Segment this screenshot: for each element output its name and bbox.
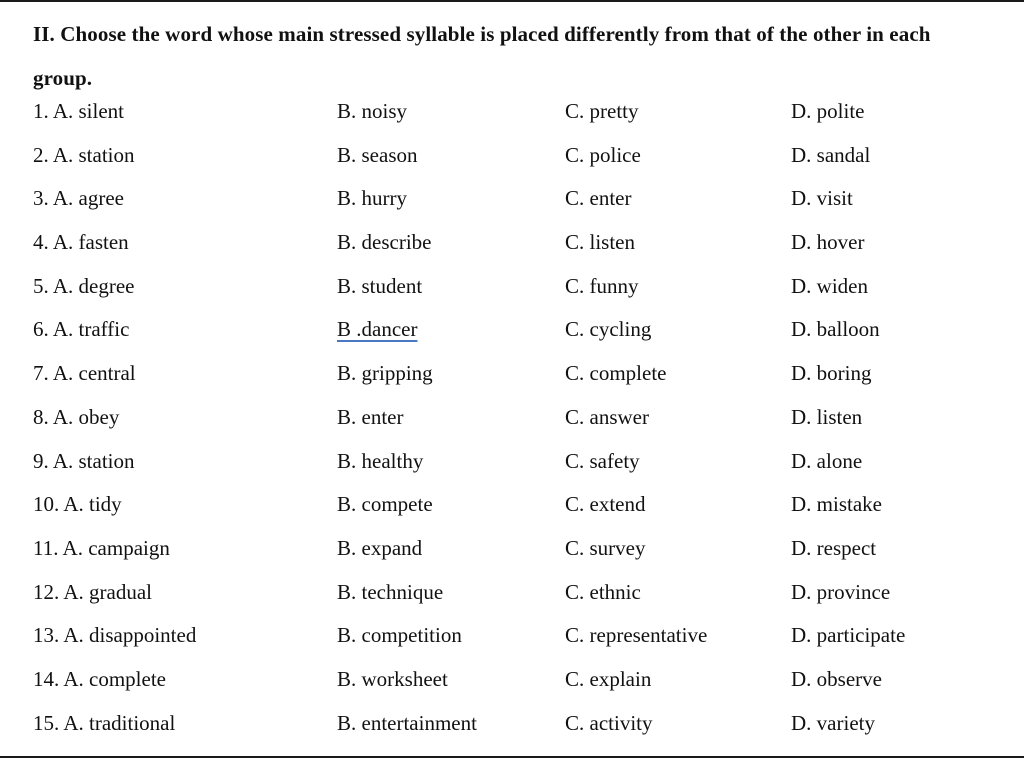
option-d: D. listen	[791, 404, 863, 429]
option-b: B. healthy	[337, 448, 424, 473]
option-a: 1. A. silent	[33, 99, 125, 123]
question-row-1	[0, 90, 1024, 134]
option-d: D. province	[791, 579, 891, 604]
option-d: D. sandal	[791, 142, 871, 167]
option-c: C. safety	[565, 448, 640, 473]
option-a: 8. A. obey	[33, 404, 120, 429]
option-d: D. widen	[791, 273, 868, 298]
option-a: 3. A. agree	[33, 186, 124, 211]
option-c: C. complete	[565, 361, 667, 386]
question-row-4	[0, 221, 1024, 265]
option-b-underlined: B .dancer	[337, 317, 418, 342]
option-d: D. participate	[791, 623, 906, 648]
option-d: D. visit	[791, 186, 853, 211]
option-b: B. technique	[337, 579, 444, 604]
option-b: B. worksheet	[337, 666, 448, 691]
question-row-15	[0, 702, 1024, 746]
option-b: B. gripping	[337, 361, 433, 386]
question-row-10	[0, 483, 1024, 527]
option-c: C. listen	[565, 230, 636, 255]
option-b: B. entertainment	[337, 710, 477, 735]
question-row-8	[0, 396, 1024, 440]
question-row-2	[0, 134, 1024, 178]
question-row-3	[0, 177, 1024, 221]
option-a: 5. A. degree	[33, 273, 135, 298]
option-c: C. answer	[565, 404, 649, 429]
option-d: D. hover	[791, 230, 865, 255]
option-c: C. activity	[565, 710, 653, 735]
question-row-5	[0, 265, 1024, 309]
option-a: 7. A. central	[33, 361, 136, 386]
option-a: 4. A. fasten	[33, 230, 129, 255]
option-c: C. enter	[565, 186, 632, 211]
option-d: D. observe	[791, 666, 882, 691]
option-c: C. funny	[565, 273, 639, 298]
question-row-11	[0, 527, 1024, 571]
option-d: D. respect	[791, 535, 877, 560]
option-d: D. alone	[791, 448, 863, 473]
question-row-7	[0, 352, 1024, 396]
question-row-14	[0, 658, 1024, 702]
option-d: D. balloon	[791, 317, 880, 342]
option-c: C. pretty	[565, 99, 639, 123]
option-b: B. hurry	[337, 186, 407, 211]
question-list	[0, 90, 1024, 745]
option-b: B. competition	[337, 623, 462, 648]
option-a: 10. A. tidy	[33, 492, 122, 517]
option-c: C. ethnic	[565, 579, 641, 604]
option-b: B. season	[337, 142, 418, 167]
option-a: 9. A. station	[33, 448, 135, 473]
question-row-13	[0, 614, 1024, 658]
option-b: B. student	[337, 273, 423, 298]
option-c: C. survey	[565, 535, 646, 560]
option-a: 2. A. station	[33, 142, 135, 167]
option-a: 12. A. gradual	[33, 579, 152, 604]
option-d: D. boring	[791, 361, 872, 386]
option-c: C. extend	[565, 492, 646, 517]
option-b: B. noisy	[337, 99, 408, 123]
question-row-9	[0, 440, 1024, 484]
option-c: C. representative	[565, 623, 708, 648]
option-d: D. mistake	[791, 492, 882, 517]
question-row-12	[0, 571, 1024, 615]
option-a: 13. A. disappointed	[33, 623, 197, 648]
option-b: B. expand	[337, 535, 423, 560]
option-c: C. explain	[565, 666, 652, 691]
option-d: D. variety	[791, 710, 875, 735]
option-d: D. polite	[791, 99, 865, 123]
option-b: B. describe	[337, 230, 432, 255]
question-row-6	[0, 308, 1024, 352]
option-c: C. cycling	[565, 317, 652, 342]
option-a: 14. A. complete	[33, 666, 166, 691]
option-a: 11. A. campaign	[33, 535, 170, 560]
option-a: 6. A. traffic	[33, 317, 130, 342]
option-a: 15. A. traditional	[33, 710, 176, 735]
option-b: B. enter	[337, 404, 404, 429]
exercise-heading: II. Choose the word whose main stressed syllable is placed differently from that of the other in each group.	[33, 22, 931, 90]
option-c: C. police	[565, 142, 641, 167]
option-b: B. compete	[337, 492, 433, 517]
